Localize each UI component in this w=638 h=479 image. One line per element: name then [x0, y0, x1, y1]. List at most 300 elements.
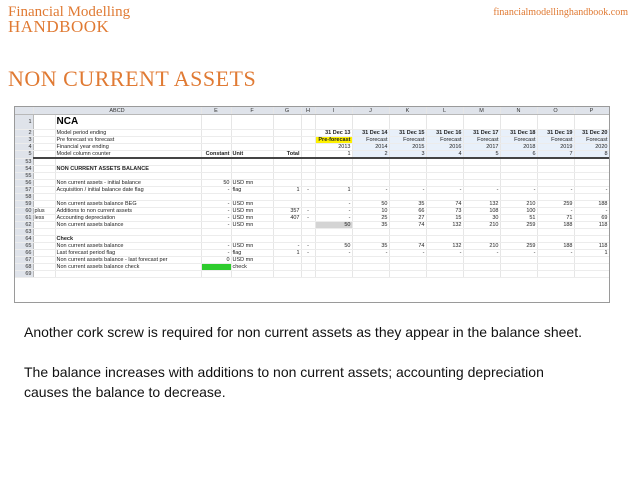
sheet-cell — [273, 166, 301, 173]
sheet-row — [15, 107, 609, 115]
sheet-cell — [537, 236, 574, 243]
sheet-cell — [231, 115, 273, 130]
sheet-cell — [55, 173, 201, 180]
column-header: P — [574, 107, 609, 115]
row-number: 61 — [15, 215, 33, 222]
sheet-cell — [537, 115, 574, 130]
period-cell: 6 — [500, 151, 537, 159]
constant-cell: - — [201, 250, 231, 257]
row-number: 3 — [15, 137, 33, 144]
period-cell: 2018 — [500, 144, 537, 151]
value-cell — [389, 180, 426, 187]
column-header: ABCD — [33, 107, 201, 115]
sheet-cell — [500, 229, 537, 236]
sheet-cell — [55, 194, 201, 201]
sheet-row — [15, 271, 609, 278]
sheet-cell — [273, 137, 301, 144]
sheet-row — [15, 166, 609, 173]
period-cell: 1 — [315, 151, 352, 159]
value-cell: 259 — [500, 222, 537, 229]
row-number: 54 — [15, 166, 33, 173]
sheet-cell — [273, 194, 301, 201]
sheet-row — [15, 130, 609, 137]
row-number: 69 — [15, 271, 33, 278]
row-label: Non current assets balance check — [55, 264, 201, 271]
row-number: 68 — [15, 264, 33, 271]
value-cell: 259 — [500, 243, 537, 250]
column-header: E — [201, 107, 231, 115]
row-number: 62 — [15, 222, 33, 229]
period-cell: 2015 — [389, 144, 426, 151]
sheet-cell — [231, 158, 273, 166]
sheet-cell — [33, 151, 55, 159]
sheet-cell — [301, 158, 315, 166]
value-cell: 1 — [315, 187, 352, 194]
value-cell — [426, 180, 463, 187]
period-cell: 31 Dec 20 — [574, 130, 609, 137]
value-cell: 35 — [352, 243, 389, 250]
sheet-cell — [500, 194, 537, 201]
sheet-cell — [33, 137, 55, 144]
value-cell: 35 — [389, 201, 426, 208]
sheet-cell — [301, 194, 315, 201]
sheet-cell — [537, 173, 574, 180]
sheet-cell — [426, 173, 463, 180]
sheet-cell — [231, 130, 273, 137]
sheet-cell — [574, 194, 609, 201]
row-prefix: plus — [33, 208, 55, 215]
row-number: 65 — [15, 243, 33, 250]
value-cell: 74 — [426, 201, 463, 208]
sheet-cell — [201, 271, 231, 278]
period-cell: 31 Dec 18 — [500, 130, 537, 137]
value-cell: 30 — [463, 215, 500, 222]
sheet-cell — [231, 229, 273, 236]
sheet-cell — [315, 236, 352, 243]
period-cell: 3 — [389, 151, 426, 159]
value-cell — [537, 264, 574, 271]
row-label: Non current assets balance — [55, 243, 201, 250]
sheet-cell — [273, 236, 301, 243]
unit-cell: USD mn — [231, 222, 273, 229]
value-cell — [500, 180, 537, 187]
sheet-cell — [352, 229, 389, 236]
sheet-cell — [352, 236, 389, 243]
row-number: 63 — [15, 229, 33, 236]
sheet-cell — [33, 144, 55, 151]
sheet-row — [15, 264, 609, 271]
column-header: L — [426, 107, 463, 115]
sheet-cell — [463, 158, 500, 166]
section-title: Check — [55, 236, 201, 243]
slide-body-text — [24, 322, 584, 422]
sheet-cell — [231, 144, 273, 151]
column-header: N — [500, 107, 537, 115]
row-number: 53 — [15, 158, 33, 166]
sheet-cell — [537, 194, 574, 201]
sheet-cell — [574, 115, 609, 130]
sheet-cell — [33, 229, 55, 236]
period-cell: Forecast — [389, 137, 426, 144]
period-cell: 2 — [352, 151, 389, 159]
i-cell — [301, 264, 315, 271]
sheet-cell — [500, 158, 537, 166]
value-cell: 100 — [500, 208, 537, 215]
sheet-cell — [231, 236, 273, 243]
value-cell: - — [500, 250, 537, 257]
sheet-cell — [315, 115, 352, 130]
value-cell: - — [389, 250, 426, 257]
sheet-cell — [301, 130, 315, 137]
sheet-cell — [231, 166, 273, 173]
value-cell: 71 — [537, 215, 574, 222]
sheet-row — [15, 187, 609, 194]
period-cell: Pre-forecast — [315, 137, 352, 144]
sheet-row — [15, 151, 609, 159]
sheet-cell — [315, 229, 352, 236]
corner-cell — [15, 107, 33, 115]
sheet-cell — [574, 229, 609, 236]
sheet-cell — [389, 115, 426, 130]
value-cell — [574, 257, 609, 264]
sheet-row — [15, 144, 609, 151]
sheet-cell — [537, 271, 574, 278]
total-cell — [273, 222, 301, 229]
sheet-cell — [426, 115, 463, 130]
sheet-cell — [500, 166, 537, 173]
row-number: 2 — [15, 130, 33, 137]
row-prefix — [33, 201, 55, 208]
unit-cell: USD mn — [231, 180, 273, 187]
column-header: K — [389, 107, 426, 115]
sheet-cell — [389, 158, 426, 166]
i-cell: - — [301, 215, 315, 222]
row-label: Non current assets balance BEG — [55, 201, 201, 208]
sheet-cell — [55, 229, 201, 236]
total-cell: - — [273, 243, 301, 250]
sheet-row — [15, 115, 609, 130]
period-cell: 2016 — [426, 144, 463, 151]
column-header: F — [231, 107, 273, 115]
sheet-cell — [463, 194, 500, 201]
sheet-cell — [500, 115, 537, 130]
value-cell — [537, 180, 574, 187]
sheet-cell — [426, 166, 463, 173]
constant-header: Constant — [201, 151, 231, 159]
row-label: Additions to non current assets — [55, 208, 201, 215]
spreadsheet-grid — [15, 107, 610, 278]
website-link[interactable]: financialmodellinghandbook.com — [493, 7, 628, 18]
value-cell: 108 — [463, 208, 500, 215]
sheet-cell — [33, 180, 55, 187]
period-cell: Forecast — [500, 137, 537, 144]
sheet-cell — [426, 236, 463, 243]
sheet-cell — [201, 229, 231, 236]
row-number: 56 — [15, 180, 33, 187]
sheet-cell — [33, 187, 55, 194]
value-cell — [574, 180, 609, 187]
value-cell: - — [500, 187, 537, 194]
total-cell: 1 — [273, 187, 301, 194]
value-cell: - — [463, 250, 500, 257]
value-cell: - — [352, 187, 389, 194]
sheet-row — [15, 208, 609, 215]
total-cell — [273, 201, 301, 208]
value-cell: - — [574, 187, 609, 194]
sheet-cell — [273, 173, 301, 180]
sheet-cell — [301, 236, 315, 243]
sheet-cell — [273, 115, 301, 130]
row-label: Non current assets balance — [55, 222, 201, 229]
body-paragraph: Another cork screw is required for non current assets as they appear in the balance sheet. — [24, 324, 582, 340]
sheet-row — [15, 158, 609, 166]
row-number: 1 — [15, 115, 33, 130]
sheet-cell — [315, 194, 352, 201]
unit-cell: USD mn — [231, 243, 273, 250]
sheet-cell — [33, 166, 55, 173]
sheet-cell — [201, 236, 231, 243]
sheet-cell — [315, 173, 352, 180]
value-cell: 27 — [389, 215, 426, 222]
period-cell: 31 Dec 15 — [389, 130, 426, 137]
value-cell: - — [426, 250, 463, 257]
row-label: Last forecast period flag — [55, 250, 201, 257]
period-cell: 2014 — [352, 144, 389, 151]
column-header: O — [537, 107, 574, 115]
sheet-cell — [273, 130, 301, 137]
sheet-cell — [201, 115, 231, 130]
sheet-cell — [301, 173, 315, 180]
slide-title: NON CURRENT ASSETS — [8, 66, 257, 91]
row-label: Non current assets - initial balance — [55, 180, 201, 187]
sheet-cell — [33, 115, 55, 130]
value-cell: - — [315, 215, 352, 222]
constant-cell: - — [201, 222, 231, 229]
sheet-cell — [315, 271, 352, 278]
sheet-cell — [33, 236, 55, 243]
value-cell — [352, 257, 389, 264]
sheet-cell — [315, 158, 352, 166]
value-cell: - — [537, 250, 574, 257]
column-header: J — [352, 107, 389, 115]
sheet-row — [15, 250, 609, 257]
value-cell — [463, 264, 500, 271]
sheet-cell — [426, 194, 463, 201]
sheet-cell — [537, 166, 574, 173]
value-cell: 50 — [315, 222, 352, 229]
row-label: Pre forecast vs forecast — [55, 137, 201, 144]
period-cell: 5 — [463, 151, 500, 159]
row-label: Acquisition / initial balance date flag — [55, 187, 201, 194]
i-cell: - — [301, 208, 315, 215]
value-cell: 132 — [426, 222, 463, 229]
value-cell: - — [315, 201, 352, 208]
sheet-cell — [201, 130, 231, 137]
sheet-cell — [273, 158, 301, 166]
sheet-cell — [574, 158, 609, 166]
period-cell: Forecast — [574, 137, 609, 144]
period-cell: 31 Dec 14 — [352, 130, 389, 137]
value-cell — [574, 264, 609, 271]
total-cell — [273, 180, 301, 187]
period-cell: Forecast — [352, 137, 389, 144]
total-header: Total — [273, 151, 301, 159]
unit-header: Unit — [231, 151, 273, 159]
sheet-cell — [201, 194, 231, 201]
row-number: 58 — [15, 194, 33, 201]
sheet-cell — [231, 194, 273, 201]
sheet-cell — [55, 158, 201, 166]
value-cell: - — [537, 208, 574, 215]
row-label: Financial year ending — [55, 144, 201, 151]
sheet-cell — [389, 194, 426, 201]
sheet-cell — [33, 158, 55, 166]
column-header: H — [301, 107, 315, 115]
constant-cell — [201, 264, 231, 271]
sheet-cell — [352, 158, 389, 166]
period-cell: 2017 — [463, 144, 500, 151]
section-title: NON CURRENT ASSETS BALANCE — [55, 166, 201, 173]
period-cell: Forecast — [426, 137, 463, 144]
value-cell — [352, 180, 389, 187]
sheet-cell — [389, 229, 426, 236]
value-cell — [426, 264, 463, 271]
sheet-cell — [201, 144, 231, 151]
i-cell — [301, 257, 315, 264]
value-cell: 1 — [574, 250, 609, 257]
value-cell — [426, 257, 463, 264]
value-cell: - — [574, 208, 609, 215]
value-cell — [315, 257, 352, 264]
row-number: 57 — [15, 187, 33, 194]
brand-line-1: Financial Modelling — [8, 4, 131, 20]
period-cell: 2020 — [574, 144, 609, 151]
unit-cell: USD mn — [231, 208, 273, 215]
sheet-cell — [201, 173, 231, 180]
value-cell — [500, 264, 537, 271]
period-cell: 31 Dec 16 — [426, 130, 463, 137]
sheet-cell — [33, 194, 55, 201]
sheet-cell — [55, 271, 201, 278]
period-cell: 2019 — [537, 144, 574, 151]
value-cell — [537, 257, 574, 264]
sheet-cell — [273, 144, 301, 151]
period-cell: 4 — [426, 151, 463, 159]
sheet-cell — [352, 194, 389, 201]
sheet-cell — [574, 271, 609, 278]
row-label: Model period ending — [55, 130, 201, 137]
value-cell: 50 — [315, 243, 352, 250]
row-prefix — [33, 222, 55, 229]
i-cell: - — [301, 243, 315, 250]
value-cell — [389, 264, 426, 271]
sheet-cell — [463, 229, 500, 236]
sheet-cell — [301, 229, 315, 236]
sheet-cell — [352, 115, 389, 130]
sheet-title: NCA — [55, 115, 201, 130]
row-number: 66 — [15, 250, 33, 257]
value-cell — [315, 180, 352, 187]
row-number: 5 — [15, 151, 33, 159]
sheet-cell — [574, 236, 609, 243]
value-cell: 25 — [352, 215, 389, 222]
sheet-cell — [537, 229, 574, 236]
constant-cell: 0 — [201, 257, 231, 264]
period-cell: 31 Dec 17 — [463, 130, 500, 137]
sheet-cell — [33, 271, 55, 278]
total-cell — [273, 257, 301, 264]
sheet-cell — [273, 271, 301, 278]
value-cell: 259 — [537, 201, 574, 208]
value-cell: 118 — [574, 243, 609, 250]
sheet-row — [15, 215, 609, 222]
period-cell: Forecast — [463, 137, 500, 144]
i-cell: - — [301, 187, 315, 194]
sheet-cell — [33, 173, 55, 180]
sheet-cell — [33, 257, 55, 264]
value-cell: 188 — [574, 201, 609, 208]
sheet-cell — [500, 173, 537, 180]
row-label: Model column counter — [55, 151, 201, 159]
sheet-cell — [315, 166, 352, 173]
value-cell: 74 — [389, 222, 426, 229]
period-cell: 7 — [537, 151, 574, 159]
sheet-cell — [33, 250, 55, 257]
sheet-cell — [352, 173, 389, 180]
value-cell: - — [537, 187, 574, 194]
brand-line-2: HANDBOOK — [8, 17, 110, 36]
sheet-cell — [231, 271, 273, 278]
unit-cell: flag — [231, 187, 273, 194]
value-cell: 51 — [500, 215, 537, 222]
row-label: Accounting depreciation — [55, 215, 201, 222]
constant-cell: - — [201, 215, 231, 222]
row-number: 67 — [15, 257, 33, 264]
total-cell: 407 — [273, 215, 301, 222]
sheet-row — [15, 180, 609, 187]
sheet-row — [15, 137, 609, 144]
value-cell: 69 — [574, 215, 609, 222]
sheet-cell — [537, 158, 574, 166]
constant-cell: - — [201, 208, 231, 215]
value-cell: - — [315, 208, 352, 215]
unit-cell: check — [231, 264, 273, 271]
sheet-cell — [352, 271, 389, 278]
row-number: 4 — [15, 144, 33, 151]
sheet-cell — [301, 115, 315, 130]
sheet-cell — [574, 166, 609, 173]
row-number: 60 — [15, 208, 33, 215]
value-cell: 74 — [389, 243, 426, 250]
sheet-cell — [463, 115, 500, 130]
constant-cell: - — [201, 187, 231, 194]
sheet-row — [15, 236, 609, 243]
value-cell — [463, 257, 500, 264]
sheet-cell — [301, 151, 315, 159]
sheet-cell — [389, 236, 426, 243]
sheet-cell — [463, 166, 500, 173]
sheet-row — [15, 222, 609, 229]
unit-cell: USD mn — [231, 201, 273, 208]
sheet-cell — [463, 173, 500, 180]
value-cell: 50 — [352, 201, 389, 208]
period-cell: Forecast — [537, 137, 574, 144]
i-cell — [301, 201, 315, 208]
value-cell: 73 — [426, 208, 463, 215]
value-cell: 210 — [463, 222, 500, 229]
value-cell: 210 — [500, 201, 537, 208]
value-cell: 132 — [463, 201, 500, 208]
